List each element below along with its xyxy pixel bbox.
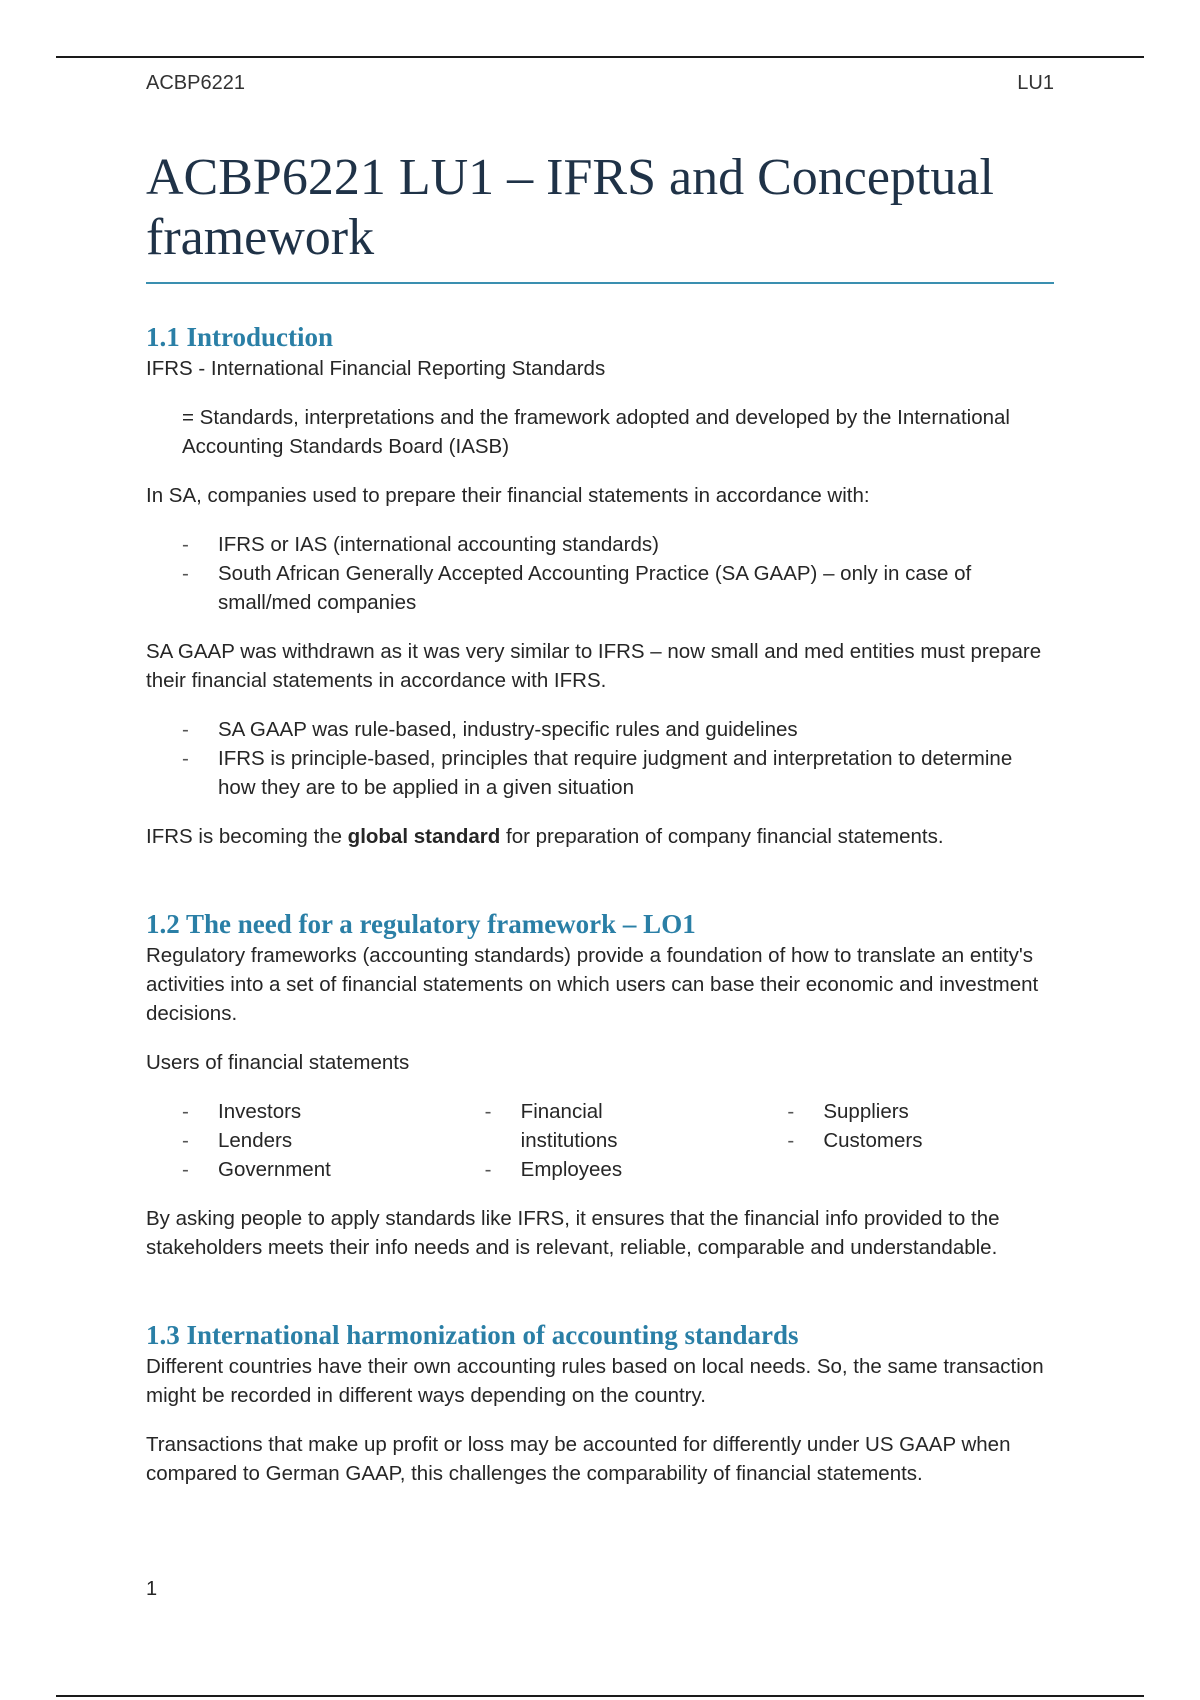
list-item: - Customers (787, 1126, 973, 1155)
paragraph: IFRS - International Financial Reporting Standards (146, 357, 606, 380)
section-heading-regulatory-framework: 1.2 The need for a regulatory framework – LO1 (146, 909, 696, 939)
list-item: - Financial institutions (485, 1097, 641, 1155)
paragraph-definition: = Standards, interpretations and the framework adopted and developed by the International Accounting Standards Board (IASB) (182, 406, 1010, 458)
paragraph: Users of financial statements (146, 1051, 410, 1074)
list-item: - South African Generally Accepted Accounting Practice (SA GAAP) – only in case of small/med companies (182, 559, 1054, 617)
text-run: IFRS is becoming the (146, 825, 348, 848)
section-heading-introduction: 1.1 Introduction (146, 322, 334, 352)
bold-text-run: global standard (347, 825, 501, 848)
list-item: - Suppliers (787, 1097, 973, 1126)
users-list-columns (146, 1097, 1054, 1184)
paragraph: In SA, companies used to prepare their financial statements in accordance with: (146, 484, 870, 507)
users-column-2 (449, 1097, 752, 1184)
users-column-1 (146, 1097, 449, 1184)
document-body (146, 320, 1054, 1488)
paragraph: Transactions that make up profit or loss may be accounted for differently under US GAAP when compared to German GAAP, this challenges the comparability of financial statements. (146, 1433, 1011, 1485)
bullet-list (146, 1097, 449, 1184)
list-item: - SA GAAP was rule-based, industry-specific rules and guidelines (182, 715, 1054, 744)
paragraph: SA GAAP was withdrawn as it was very similar to IFRS – now small and med entities must prepare their financial statements in accordance with IFRS. (146, 640, 1042, 692)
text-run: for preparation of company financial statements. (500, 825, 944, 848)
document-title: ACBP6221 LU1 – IFRS and Conceptual framework (146, 148, 1054, 284)
bullet-list (449, 1097, 752, 1184)
bullet-list (146, 715, 1054, 802)
users-column-3 (751, 1097, 1054, 1184)
paragraph: Regulatory frameworks (accounting standards) provide a foundation of how to translate an entity's activities into a set of financial statements on which users can base their economic and investment decisions. (146, 944, 1039, 1025)
list-item: - IFRS or IAS (international accounting standards) (182, 530, 1054, 559)
header-course-code: ACBP6221 (146, 72, 245, 94)
paragraph (146, 822, 1054, 851)
list-item: - Lenders (182, 1126, 338, 1155)
paragraph: By asking people to apply standards like IFRS, it ensures that the financial info provided to the stakeholders meets their info needs and is relevant, reliable, comparable and understandable. (146, 1207, 1000, 1259)
footer-rule (56, 1695, 1144, 1697)
list-item: - Government (182, 1155, 338, 1184)
list-item: - Investors (182, 1097, 338, 1126)
paragraph: Different countries have their own accounting rules based on local needs. So, the same transaction might be recorded in different ways depending on the country. (146, 1355, 1044, 1407)
header-unit: LU1 (1017, 72, 1054, 94)
bullet-list (751, 1097, 1054, 1155)
header-rule (56, 56, 1144, 58)
section-heading-harmonization: 1.3 International harmonization of accounting standards (146, 1320, 799, 1350)
bullet-list (146, 530, 1054, 617)
list-item: - Employees (485, 1155, 641, 1184)
page-number: 1 (146, 1578, 158, 1600)
list-item: - IFRS is principle-based, principles that require judgment and interpretation to determine how they are to be applied in a given situation (182, 744, 1054, 802)
